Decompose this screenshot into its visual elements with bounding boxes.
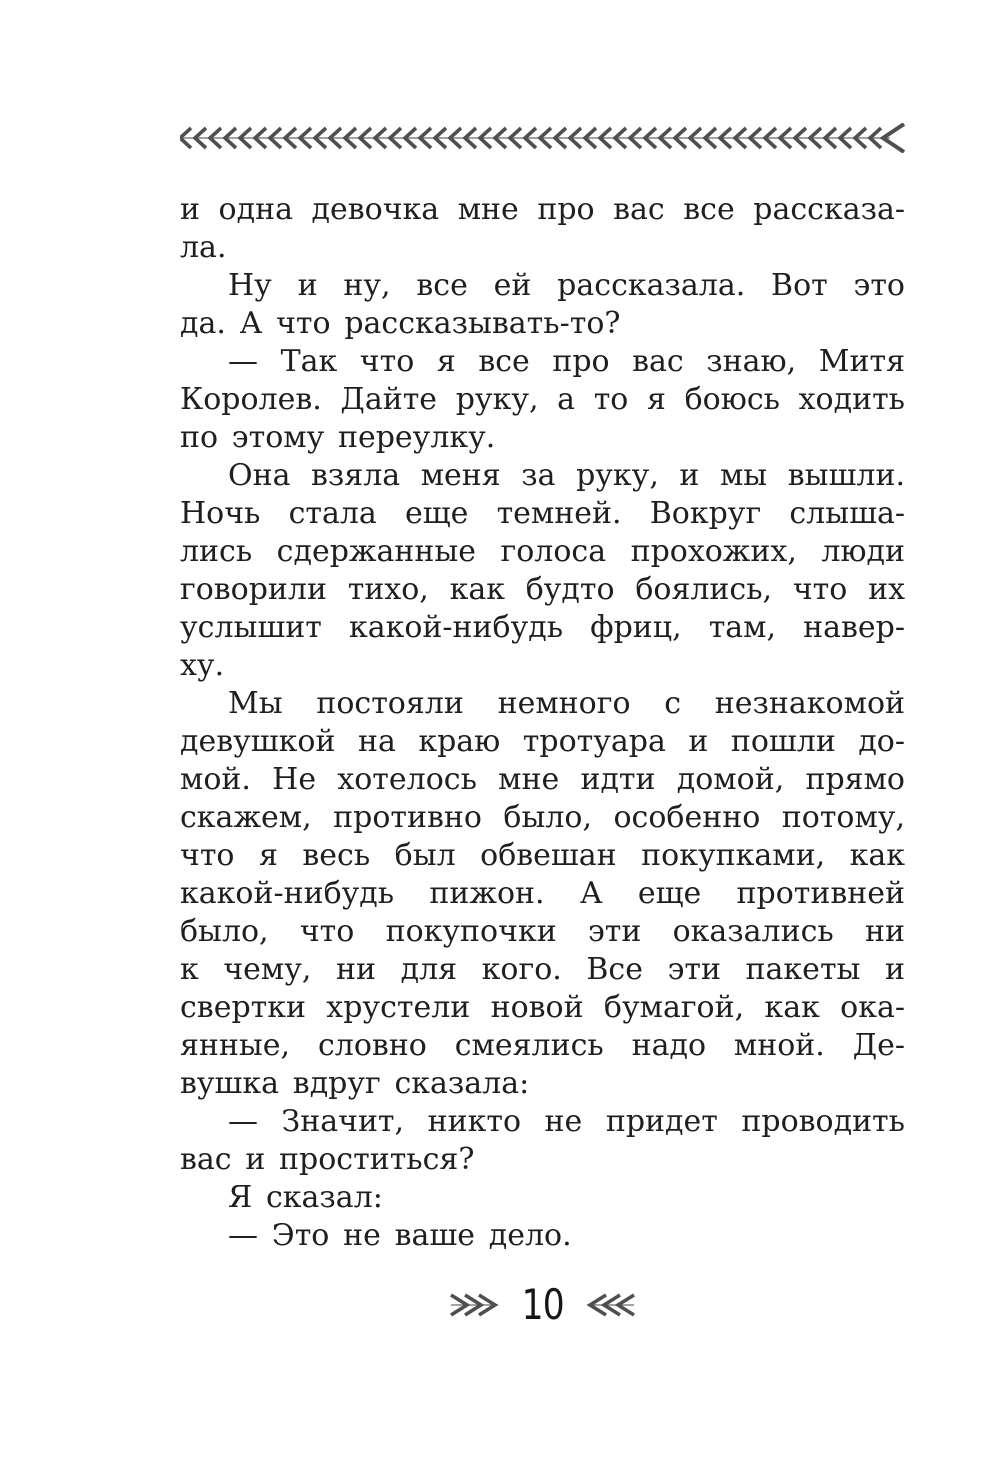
text-line: янные, словно смеялись надо мной. Де-: [180, 1028, 905, 1063]
text-line: Ну и ну, все ей рассказала. Вот это: [228, 268, 905, 303]
text-line: ла.: [180, 230, 227, 265]
text-line: услышит какой-нибудь фриц, там, навер-: [180, 610, 905, 645]
text-line: к чему, ни для кого. Все эти пакеты и: [180, 952, 905, 987]
text-line: свертки хрустели новой бумагой, как ока-: [180, 990, 905, 1025]
text-line: что я весь был обвешан покупками, как: [180, 838, 905, 873]
header-ornament: [180, 123, 905, 153]
page-number: 10: [521, 1280, 564, 1329]
text-line: Она взяла меня за руку, и мы вышли.: [228, 458, 905, 493]
triple-chevron-left-icon: [586, 1292, 636, 1318]
text-line: — Так что я все про вас знаю, Митя: [228, 344, 905, 379]
page-footer: [180, 1281, 905, 1329]
text-line: ху.: [180, 648, 225, 683]
text-line: Мы постояли немного с незнакомой: [228, 686, 905, 721]
text-line: вас и проститься?: [180, 1142, 475, 1177]
text-line: — Это не ваше дело.: [228, 1218, 572, 1253]
text-line: какой-нибудь пижон. А еще противней: [180, 876, 905, 911]
text-line: девушкой на краю тротуара и пошли до-: [180, 724, 905, 759]
text-line: мой. Не хотелось мне идти домой, прямо: [180, 762, 905, 797]
text-line: — Значит, никто не придет проводить: [228, 1104, 905, 1139]
text-line: по этому переулку.: [180, 420, 496, 455]
body-text: [180, 191, 905, 1255]
text-line: и одна девочка мне про вас все рассказа-: [180, 192, 905, 227]
text-line: вушка вдруг сказала:: [180, 1066, 530, 1101]
text-line: Ночь стала еще темней. Вокруг слыша-: [180, 496, 905, 531]
text-line: говорили тихо, как будто боялись, что их: [180, 572, 905, 607]
text-line: Я сказал:: [228, 1180, 383, 1215]
text-line: было, что покупочки эти оказались ни: [180, 914, 905, 949]
text-line: да. А что рассказывать-то?: [180, 306, 621, 341]
text-line: лись сдержанные голоса прохожих, люди: [180, 534, 905, 569]
text-line: скажем, противно было, особенно потому,: [180, 800, 905, 835]
text-line: Королев. Дайте руку, а то я боюсь ходить: [180, 382, 905, 417]
triple-chevron-right-icon: [449, 1292, 499, 1318]
